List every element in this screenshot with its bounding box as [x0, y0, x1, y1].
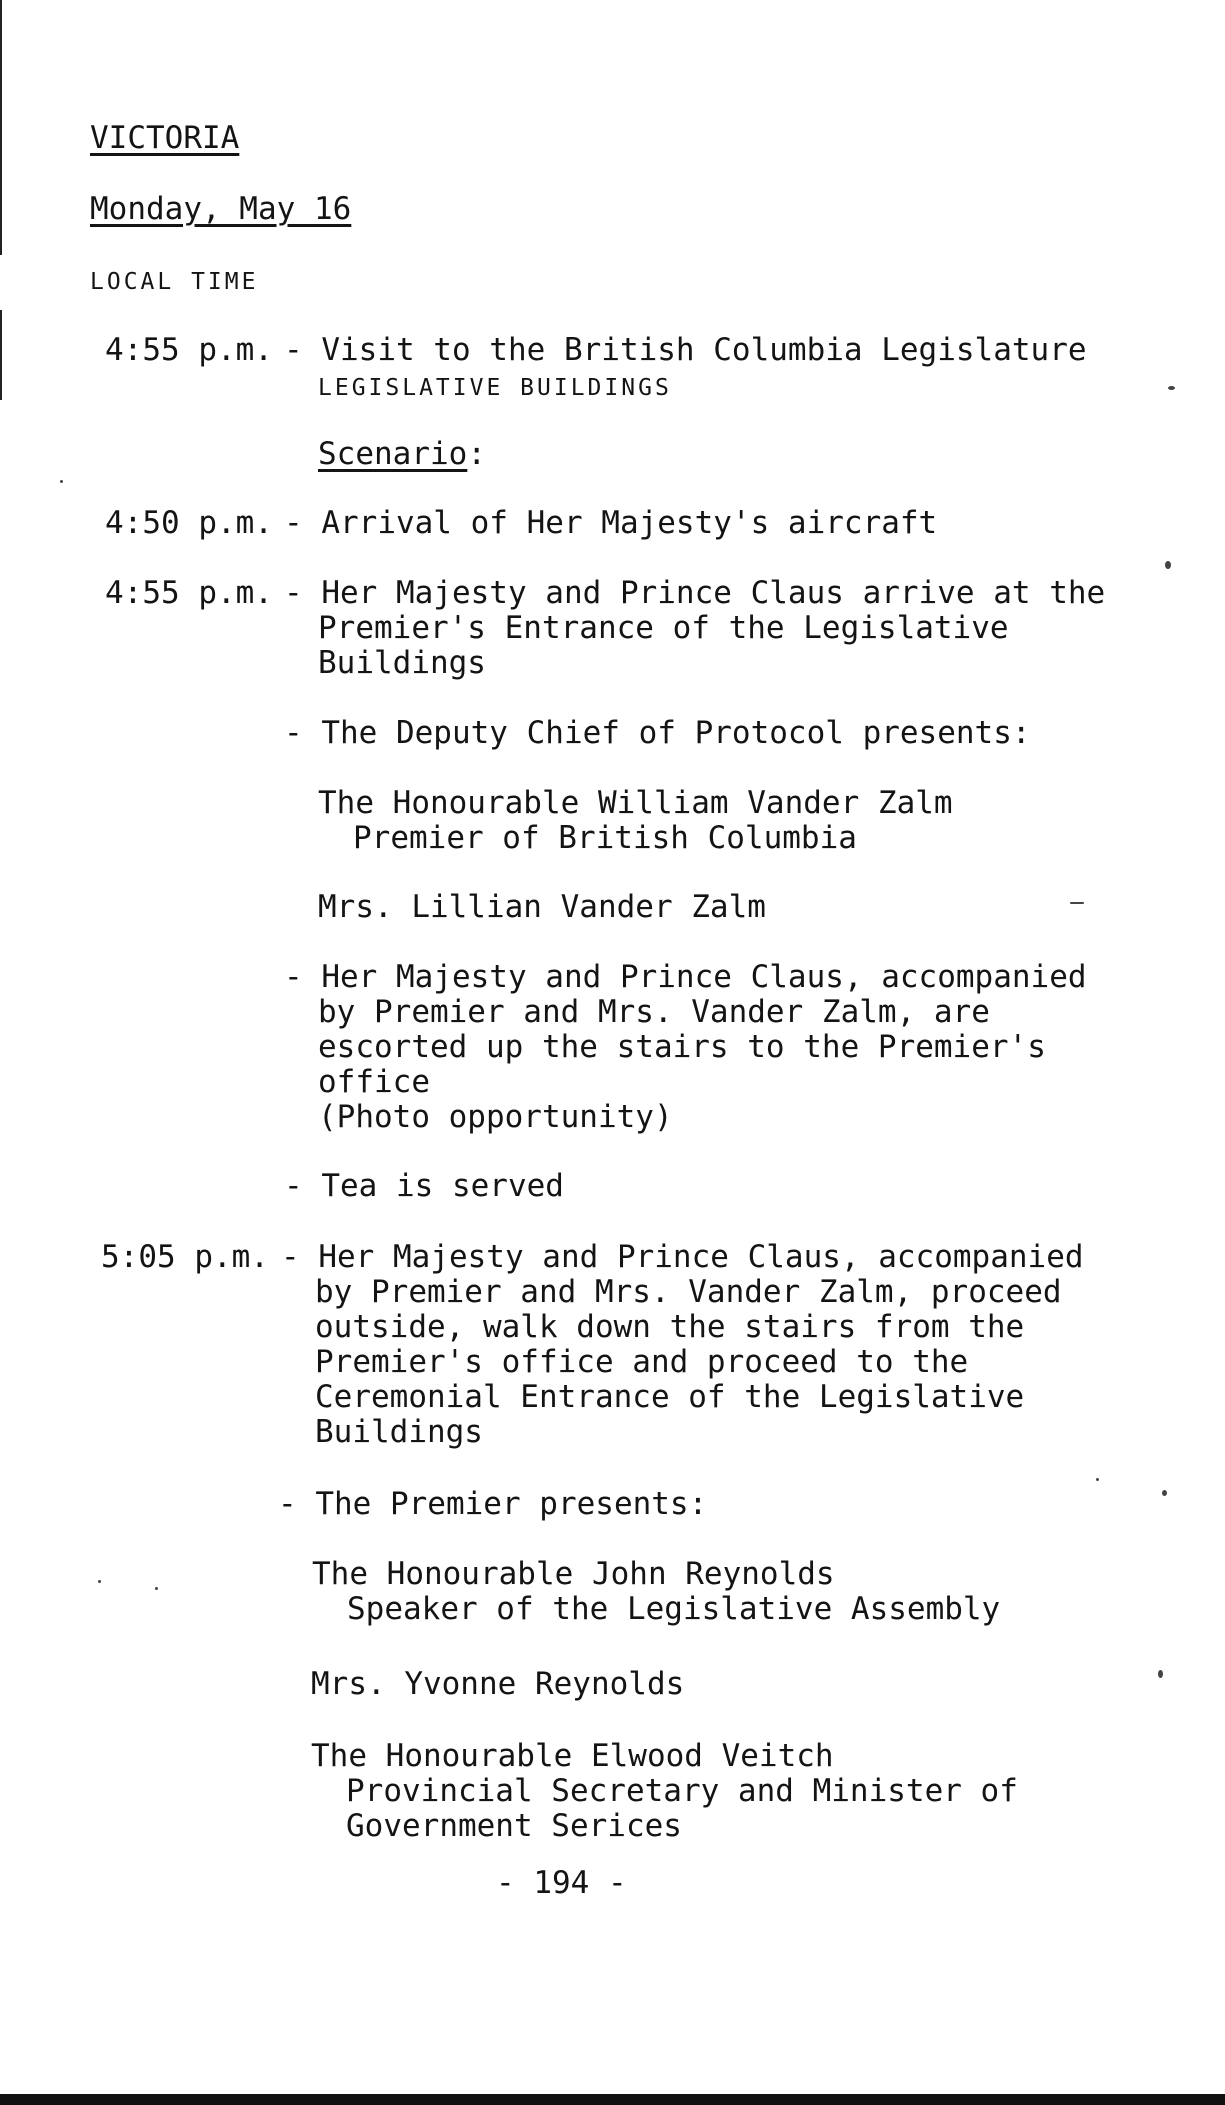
event-line: - Tea is served: [284, 1168, 564, 1204]
person-title: Premier of British Columbia: [353, 820, 857, 856]
event-line: Buildings: [315, 1414, 483, 1450]
event-line: Premier's Entrance of the Legislative: [318, 610, 1009, 646]
event-line: outside, walk down the stairs from the: [315, 1309, 1025, 1345]
scenario-colon: :: [467, 436, 486, 472]
visit-location: LEGISLATIVE BUILDINGS: [318, 375, 672, 401]
time-label: 4:50 p.m.: [105, 505, 273, 541]
scan-speck: [1162, 1490, 1167, 1496]
page-number: - 194 -: [496, 1865, 627, 1901]
person-title: Provincial Secretary and Minister of: [346, 1773, 1018, 1809]
local-time-label: LOCAL TIME: [90, 269, 259, 295]
time-label: 5:05 p.m.: [101, 1239, 269, 1275]
event-line: office: [318, 1064, 430, 1100]
person-name: The Honourable William Vander Zalm: [318, 785, 953, 821]
scenario-label: Scenario: [318, 436, 468, 472]
event-line: - The Deputy Chief of Protocol presents:: [284, 715, 1031, 751]
event-line: by Premier and Mrs. Vander Zalm, are: [318, 994, 990, 1030]
person-title: Speaker of the Legislative Assembly: [347, 1591, 1001, 1627]
date-heading: Monday, May 16: [90, 191, 352, 227]
scan-speck: [1165, 561, 1171, 569]
event-line: - Her Majesty and Prince Claus arrive at the: [284, 575, 1106, 611]
event-line: escorted up the stairs to the Premier's: [318, 1029, 1046, 1065]
time-label: 4:55 p.m.: [105, 575, 273, 611]
event-line: Buildings: [318, 645, 486, 681]
left-margin-rule: [0, 310, 2, 400]
scan-speck: [60, 480, 63, 483]
event-line: - Arrival of Her Majesty's aircraft: [284, 505, 938, 541]
person-name: The Honourable John Reynolds: [312, 1556, 835, 1592]
person-title: Government Serices: [346, 1808, 682, 1844]
time-label: 4:55 p.m.: [105, 332, 273, 368]
scan-speck: [1070, 902, 1084, 904]
person-name: Mrs. Lillian Vander Zalm: [318, 889, 766, 925]
person-name: The Honourable Elwood Veitch: [311, 1738, 834, 1774]
bottom-border: [0, 2094, 1225, 2105]
scan-speck: [155, 1587, 158, 1590]
event-line: Ceremonial Entrance of the Legislative: [315, 1379, 1025, 1415]
scenario-heading: [318, 437, 486, 472]
left-margin-rule: [0, 0, 2, 255]
person-name: Mrs. Yvonne Reynolds: [311, 1666, 685, 1702]
scan-speck: [98, 1580, 101, 1583]
scan-speck: [1168, 386, 1175, 390]
scan-speck: [1096, 1478, 1099, 1481]
event-line: (Photo opportunity): [318, 1099, 673, 1135]
event-line: by Premier and Mrs. Vander Zalm, proceed: [315, 1274, 1062, 1310]
city-heading: VICTORIA: [90, 120, 240, 156]
scan-speck: [1158, 1670, 1163, 1678]
event-line: - Her Majesty and Prince Claus, accompanied: [284, 959, 1087, 995]
event-line: Premier's office and proceed to the: [315, 1344, 969, 1380]
visit-title: - Visit to the British Columbia Legislature: [284, 332, 1087, 368]
event-line: - The Premier presents:: [278, 1486, 708, 1522]
event-line: - Her Majesty and Prince Claus, accompanied: [281, 1239, 1084, 1275]
